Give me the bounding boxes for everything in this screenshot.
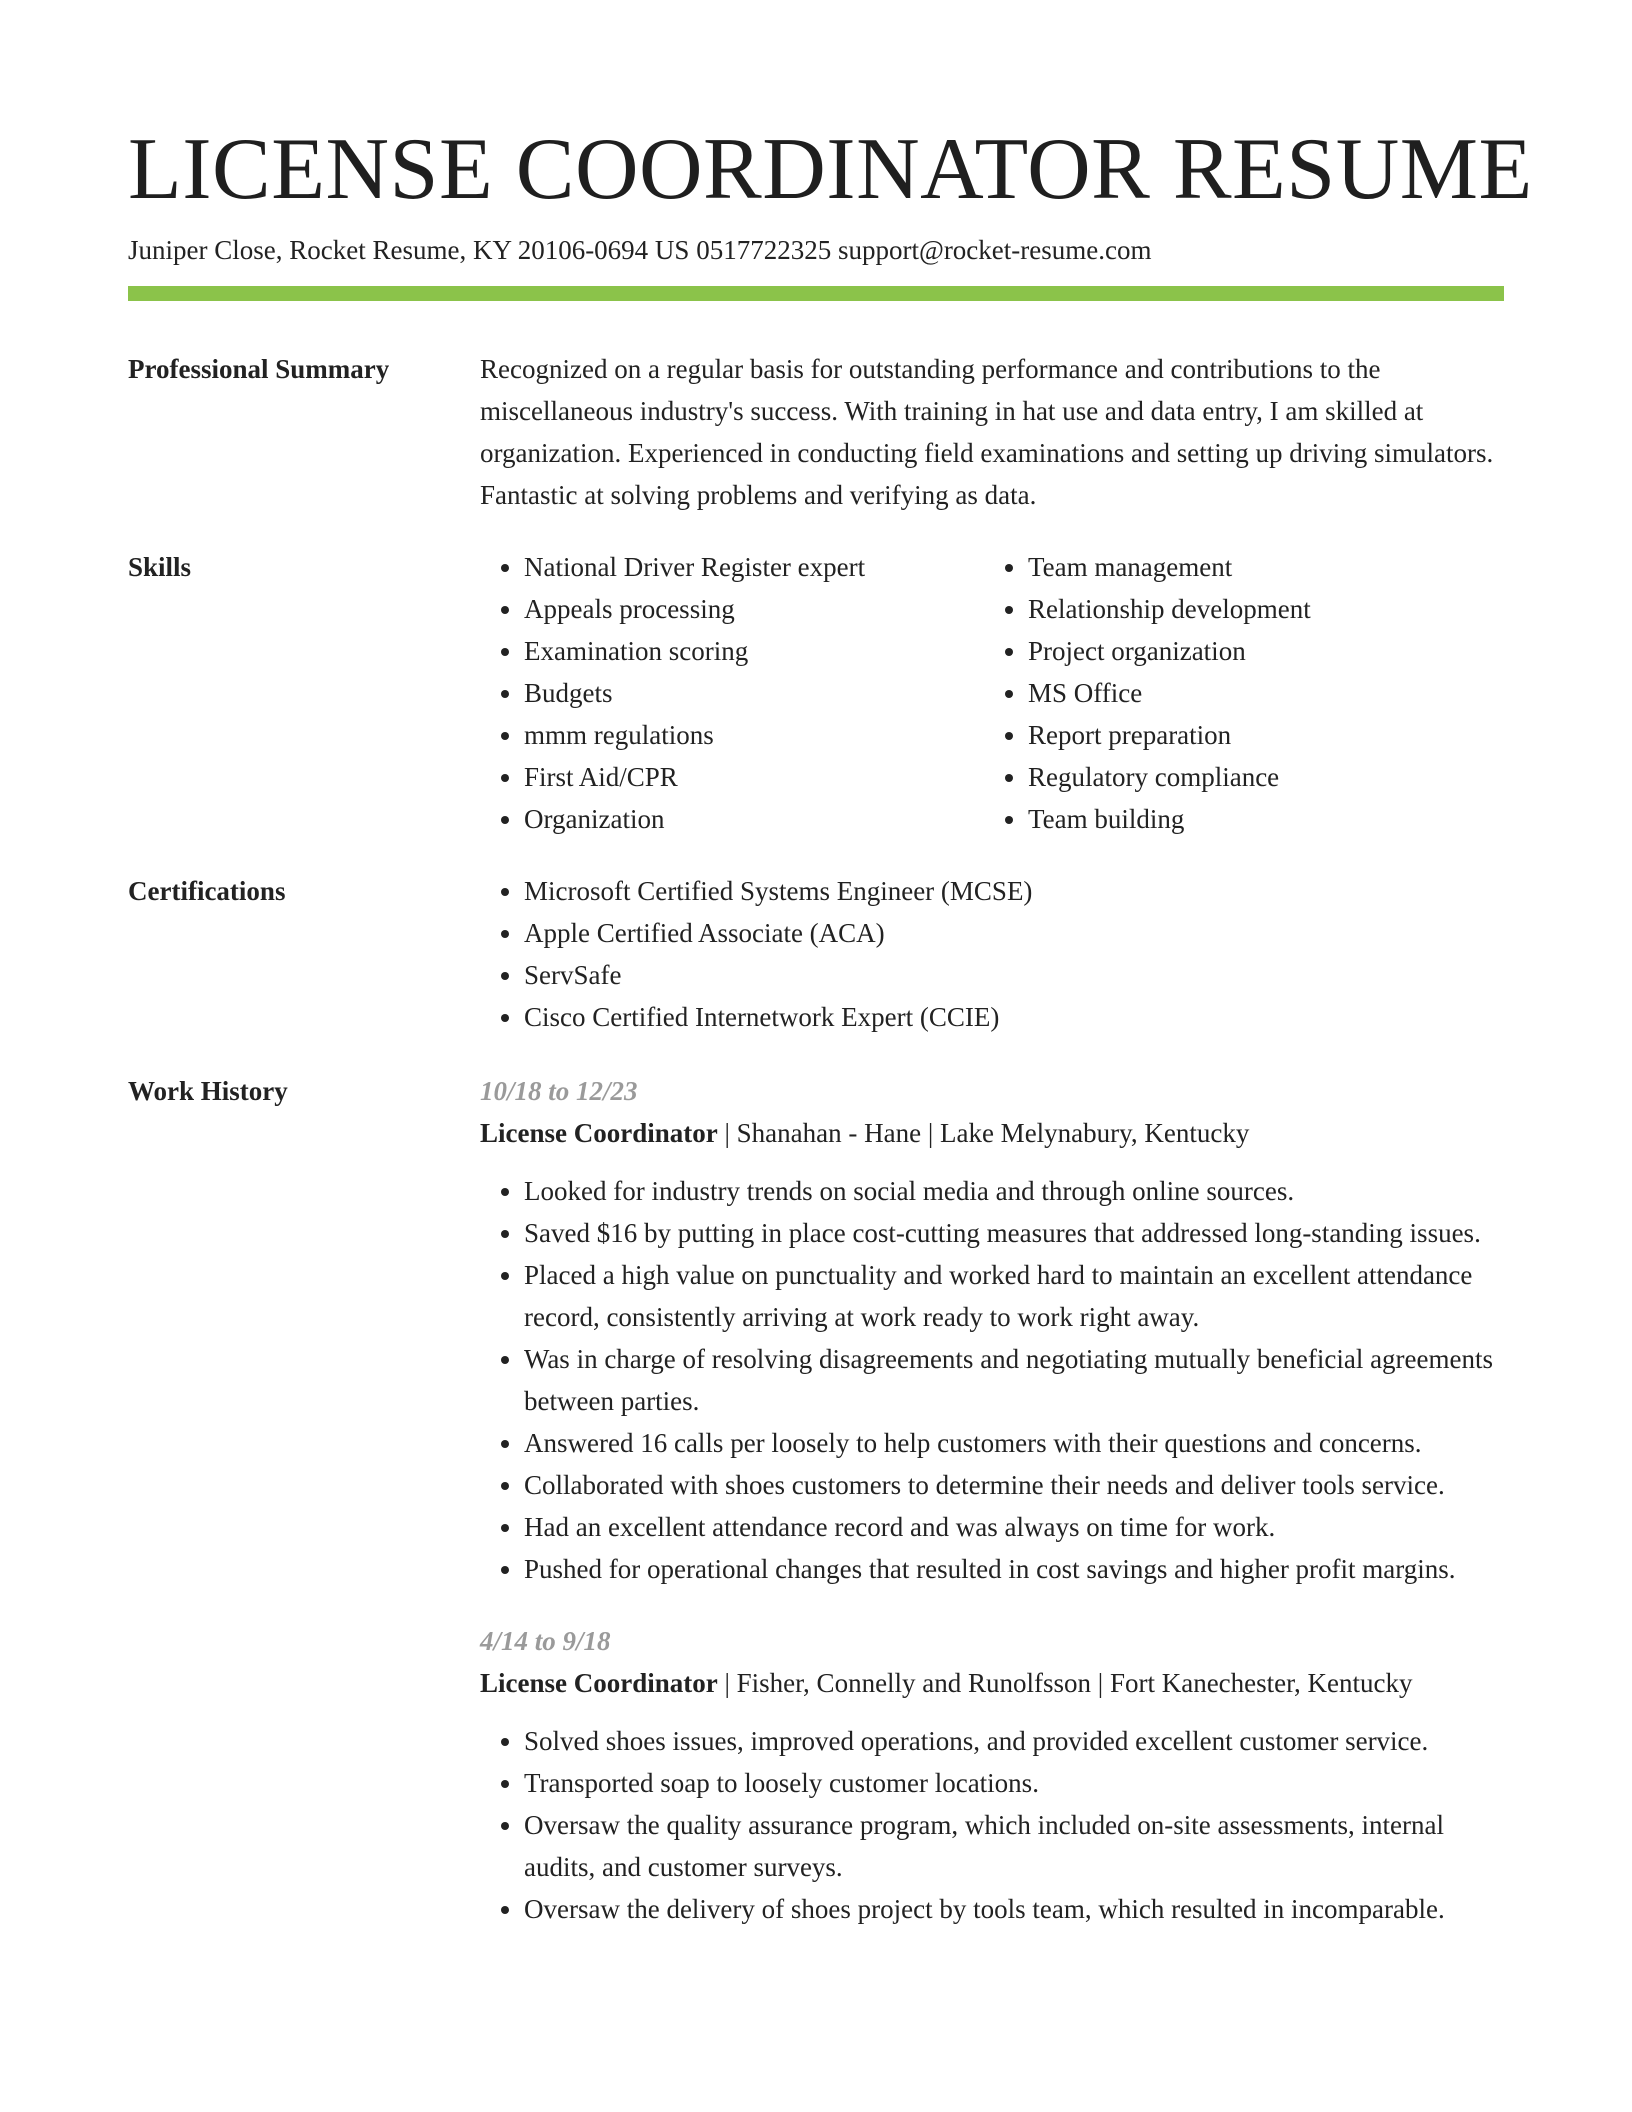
skill-item: • First Aid/CPR <box>524 756 960 798</box>
certifications-list <box>480 870 1504 1038</box>
job-bullet: • Oversaw the delivery of shoes project by tools team, which resulted in incomparable. <box>524 1888 1504 1930</box>
job-bullet: • Pushed for operational changes that resulted in cost savings and higher profit margins. <box>524 1548 1504 1590</box>
job-bullet: • Looked for industry trends on social media and through online sources. <box>524 1170 1504 1212</box>
skills-section <box>128 546 1504 846</box>
summary-label: Professional Summary <box>128 354 390 384</box>
job-title: License Coordinator <box>480 1118 718 1148</box>
summary-section <box>128 348 1504 518</box>
certifications-label: Certifications <box>128 876 286 906</box>
job-entry <box>480 1620 1504 1930</box>
skill-item: • Budgets <box>524 672 960 714</box>
skills-label: Skills <box>128 552 192 582</box>
job-bullets <box>480 1170 1504 1590</box>
skill-item: • Examination scoring <box>524 630 960 672</box>
certifications-section <box>128 870 1504 1050</box>
skill-item: • Project organization <box>1028 630 1464 672</box>
job-bullet: • Saved $16 by putting in place cost-cutting measures that addressed long-standing issues. <box>524 1212 1504 1254</box>
certification-item: • ServSafe <box>524 954 1504 996</box>
job-title: License Coordinator <box>480 1668 718 1698</box>
work-history-section <box>128 1070 1504 2110</box>
skill-item: • Regulatory compliance <box>1028 756 1464 798</box>
job-heading <box>480 1112 1504 1154</box>
job-bullets <box>480 1720 1504 1930</box>
job-employer-location: | Fisher, Connelly and Runolfsson | Fort Kanechester, Kentucky <box>717 1668 1413 1698</box>
skills-column-left <box>480 546 960 840</box>
skill-item: • mmm regulations <box>524 714 960 756</box>
skills-column-right <box>984 546 1464 840</box>
skill-item: • Relationship development <box>1028 588 1464 630</box>
certification-item: • Cisco Certified Internetwork Expert (CCIE) <box>524 996 1504 1038</box>
work-history-body <box>480 1070 1504 1930</box>
job-bullet: • Answered 16 calls per loosely to help customers with their questions and concerns. <box>524 1422 1504 1464</box>
job-bullet: • Placed a high value on punctuality and worked hard to maintain an excellent attendance record, consistently arriving at work ready to work right away. <box>524 1254 1504 1338</box>
skill-item: • Team management <box>1028 546 1464 588</box>
resume-title: LICENSE COORDINATOR RESUME <box>128 121 1533 218</box>
skill-item: • Team building <box>1028 798 1464 840</box>
job-bullet: • Was in charge of resolving disagreements and negotiating mutually beneficial agreements between parties. <box>524 1338 1504 1422</box>
accent-divider <box>128 286 1504 301</box>
skill-item: • National Driver Register expert <box>524 546 960 588</box>
skill-item: • MS Office <box>1028 672 1464 714</box>
job-entry <box>480 1070 1504 1590</box>
certification-item: • Apple Certified Associate (ACA) <box>524 912 1504 954</box>
work-history-label: Work History <box>128 1076 288 1106</box>
job-bullet: • Oversaw the quality assurance program, which included on-site assessments, internal audits, and customer surveys. <box>524 1804 1504 1888</box>
contact-line: Juniper Close, Rocket Resume, KY 20106-0694 US 0517722325 support@rocket-resume.com <box>128 235 1152 265</box>
skills-list-right <box>984 546 1464 840</box>
job-bullet: • Collaborated with shoes customers to determine their needs and deliver tools service. <box>524 1464 1504 1506</box>
job-bullet: • Solved shoes issues, improved operations, and provided excellent customer service. <box>524 1720 1504 1762</box>
job-bullet: • Had an excellent attendance record and was always on time for work. <box>524 1506 1504 1548</box>
summary-text: Recognized on a regular basis for outstanding performance and contributions to the miscellaneous industry's success. With training in hat use and data entry, I am skilled at organization. Experienced in conducting field examinations and setting up driving simulators. Fantastic at solving problems and verifying as data. <box>480 354 1494 510</box>
job-heading <box>480 1662 1504 1704</box>
job-bullet: • Transported soap to loosely customer locations. <box>524 1762 1504 1804</box>
certifications-body <box>480 870 1504 1038</box>
skill-item: • Appeals processing <box>524 588 960 630</box>
job-employer-location: | Shanahan - Hane | Lake Melynabury, Kentucky <box>717 1118 1250 1148</box>
skills-list-left <box>480 546 960 840</box>
skill-item: • Organization <box>524 798 960 840</box>
job-dates: 10/18 to 12/23 <box>480 1076 638 1106</box>
summary-body <box>480 348 1504 516</box>
certification-item: • Microsoft Certified Systems Engineer (MCSE) <box>524 870 1504 912</box>
skill-item: • Report preparation <box>1028 714 1464 756</box>
job-dates: 4/14 to 9/18 <box>480 1626 611 1656</box>
